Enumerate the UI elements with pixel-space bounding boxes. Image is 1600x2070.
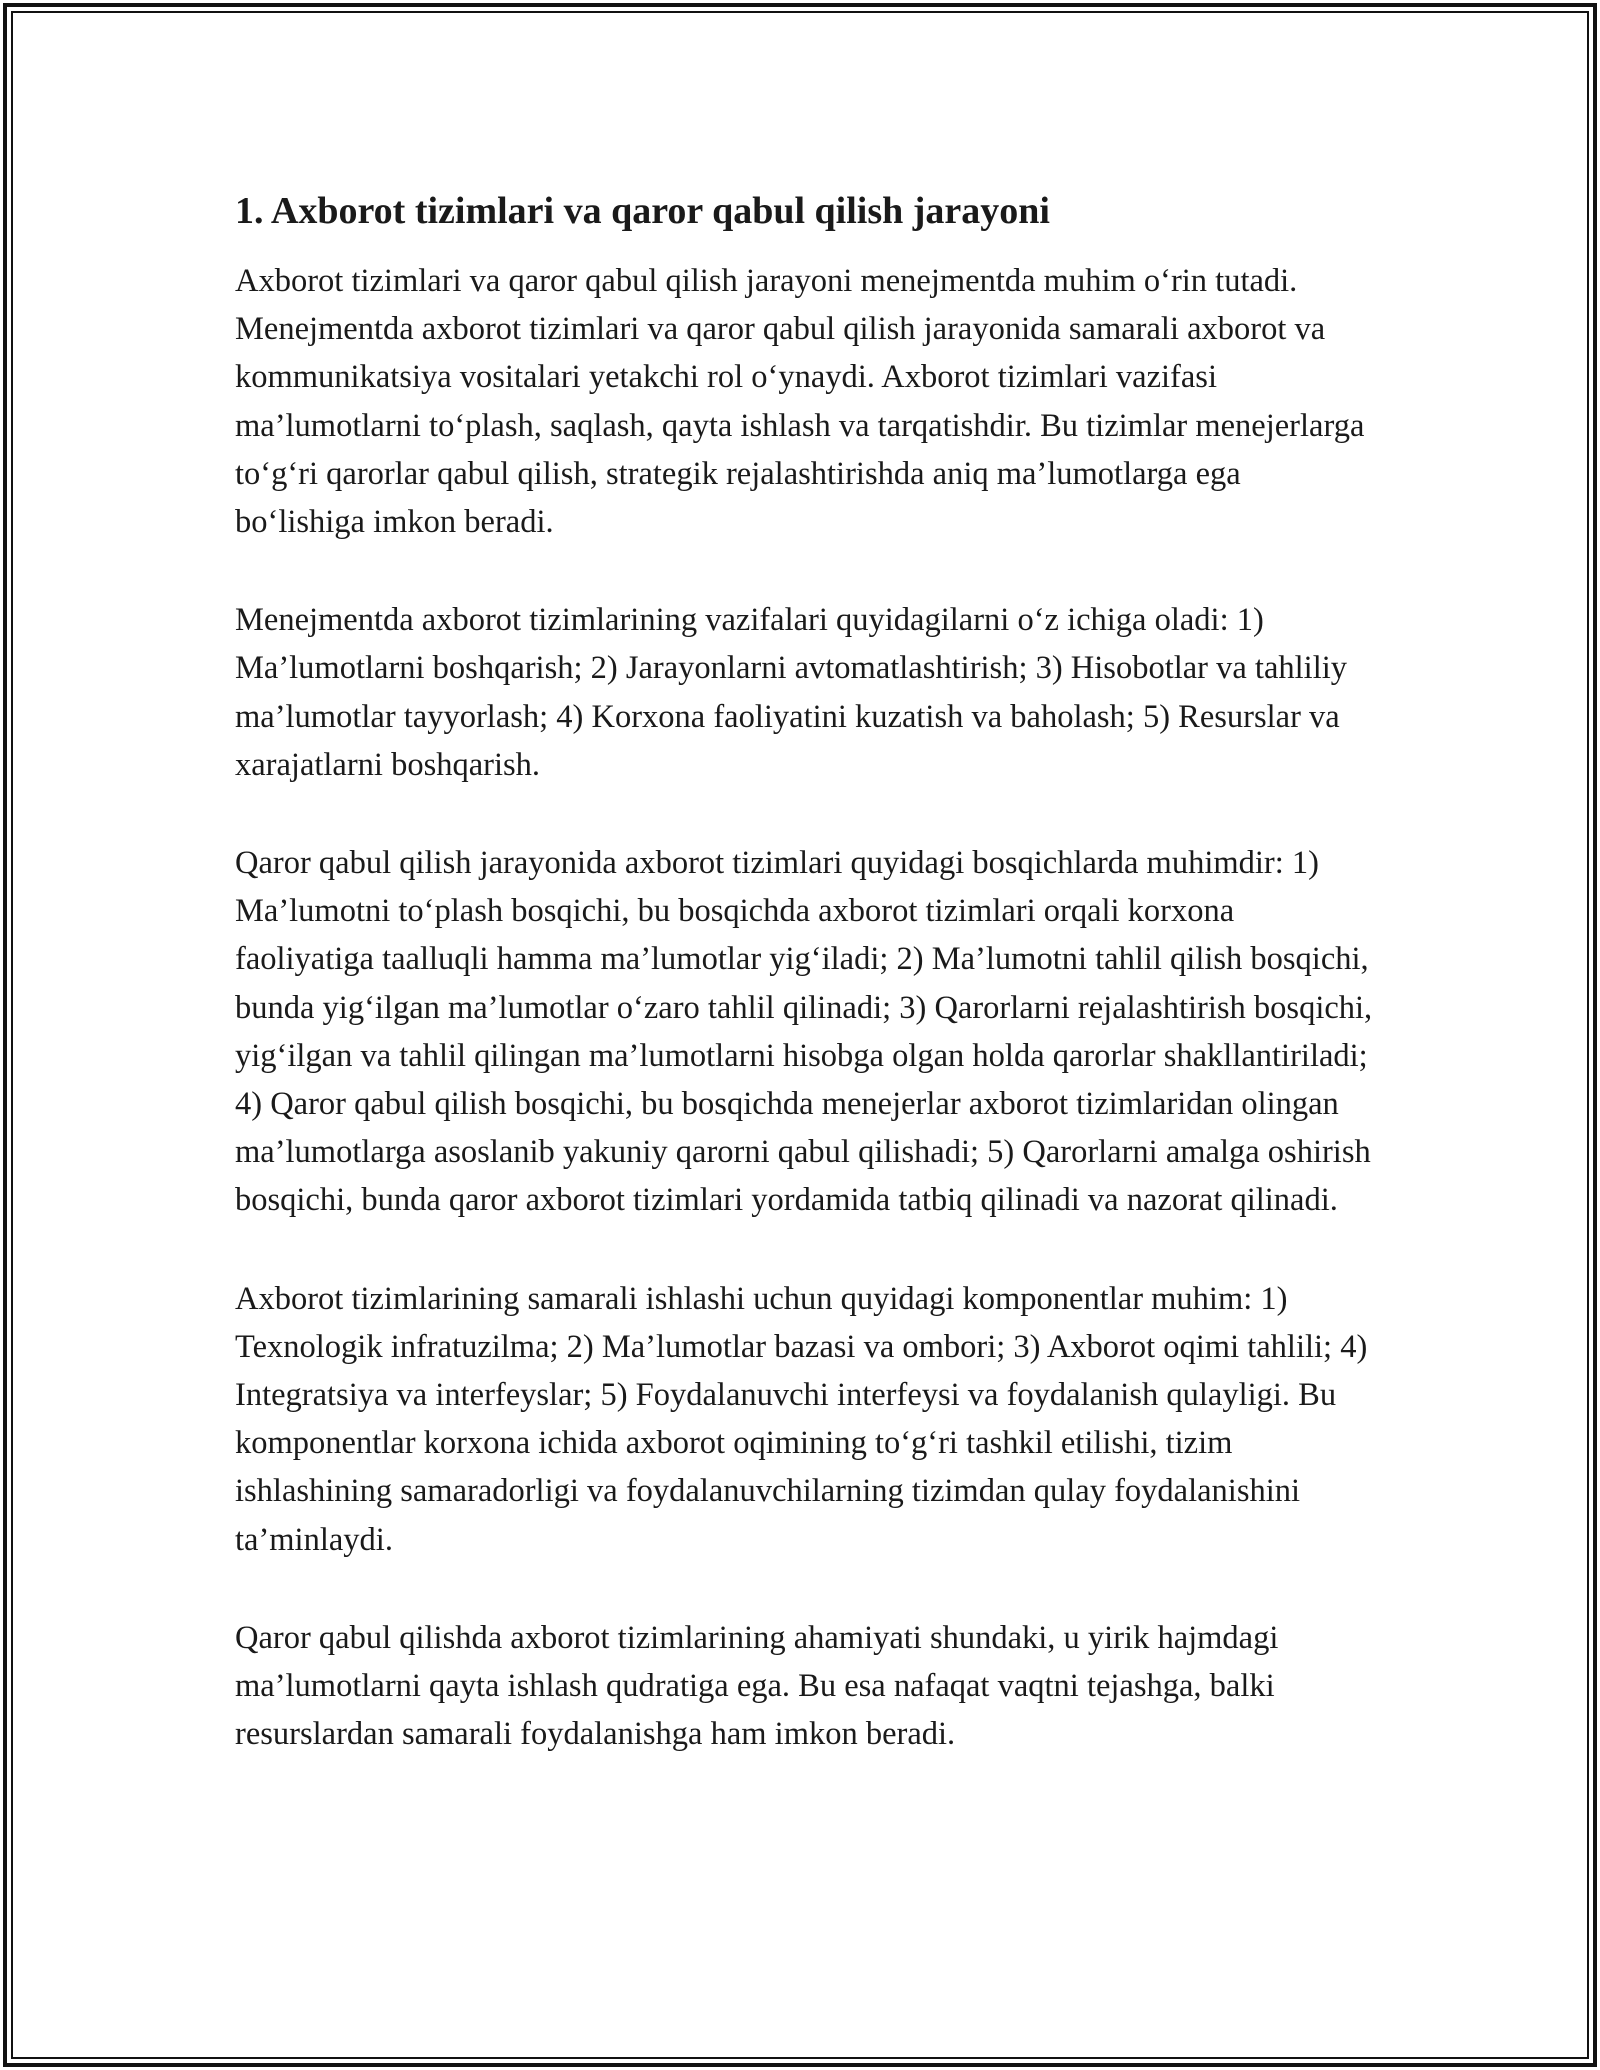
paragraph-intro: Axborot tizimlari va qaror qabul qilish jarayoni menejmentda muhim o‘rin tutadi. Menejmentda axborot tizimlari va qaror qabul qilish jarayonida samarali axborot va kommunikatsiya vositalari yetakchi rol o‘ynaydi. Axborot tizimlari vazifasi ma’lumotlarni to‘plash, saqlash, qayta ishlash va tarqatishdir. Bu tizimlar menejerlarga to‘g‘ri qarorlar qabul qilish, strategik rejalashtirishda aniq ma’lumotlarga ega bo‘lishiga imkon beradi. — [235, 263, 1365, 541]
paragraph-functions: Menejmentda axborot tizimlarining vazifalari quyidagilarni o‘z ichiga oladi: 1) Ma’lumotlarni boshqarish; 2) Jarayonlarni avtomatlashtirish; 3) Hisobotlar va tahliliy ma’lumotlar tayyorlash; 4) Korxona faoliyatini kuzatish va baholash; 5) Resurslar va xarajatlarni boshqarish. — [235, 602, 1347, 783]
paragraph-decision-stages: Qaror qabul qilish jarayonida axborot tizimlari quyidagi bosqichlarda muhimdir: 1) Ma’lumotni to‘plash bosqichi, bu bosqichda axborot tizimlari orqali korxona faoliyatiga taalluqli hamma ma’lumotlar yig‘iladi; 2) Ma’lumotni tahlil qilish bosqichi, bunda yig‘ilgan ma’lumotlar o‘zaro tahlil qilinadi; 3) Qarorlarni rejalashtirish bosqichi, yig‘ilgan va tahlil qilingan ma’lumotlarni hisobga olgan holda qarorlar shakllantiriladi; 4) Qaror qabul qilish bosqichi, bu bosqichda menejerlar axborot tizimlaridan olingan ma’lumotlarga asoslanib yakuniy qarorni qabul qilishadi; 5) Qarorlarni amalga oshirish bosqichi, bunda qaror axborot tizimlari yordamida tatbiq qilinadi va nazorat qilinadi. — [235, 845, 1373, 1219]
section-heading: 1. Axborot tizimlari va qaror qabul qilish jarayoni — [235, 190, 1050, 232]
paragraph-components: Axborot tizimlarining samarali ishlashi uchun quyidagi komponentlar muhim: 1) Texnologik infratuzilma; 2) Ma’lumotlar bazasi va ombori; 3) Axborot oqimi tahlili; 4) Integratsiya va interfeyslar; 5) Foydalanuvchi interfeysi va foydalanish qulayligi. Bu komponentlar korxona ichida axborot oqimining to‘g‘ri tashkil etilishi, tizim ishlashining samaradorligi va foydalanuvchilarning tizimdan qulay foydalanishini ta’minlaydi. — [235, 1280, 1368, 1558]
document-body — [235, 187, 1375, 1808]
paragraph-importance: Qaror qabul qilishda axborot tizimlarining ahamiyati shundaki, u yirik hajmdagi ma’lumotlarni qayta ishlash qudratiga ega. Bu esa nafaqat vaqtni tejashga, balki resurslardan samarali foydalanishga ham imkon beradi. — [235, 1619, 1279, 1753]
